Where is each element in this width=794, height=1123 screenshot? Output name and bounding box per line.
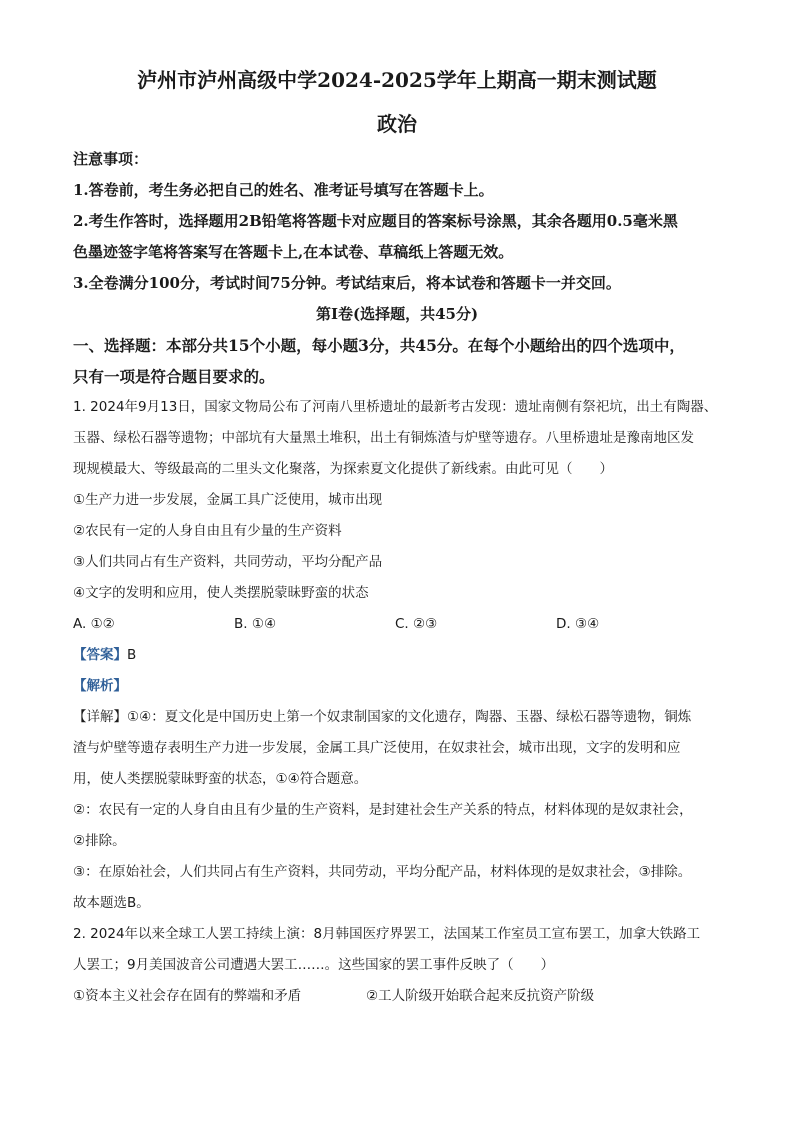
option-b: B. ①④ xyxy=(234,616,277,632)
notice-heading: 注意事项： xyxy=(73,150,149,168)
option-a: A. ①② xyxy=(73,616,115,632)
statement-1: ①资本主义社会存在固有的弊端和矛盾 xyxy=(73,988,302,1004)
statement-1: ①生产力进一步发展，金属工具广泛使用，城市出现 xyxy=(73,492,383,508)
detail-line: ②：农民有一定的人身自由且有少量的生产资料，是封建社会生产关系的特点，材料体现的是奴隶社会， xyxy=(73,802,693,818)
question-stem-line: 玉器、绿松石器等遗物；中部坑有大量黑土堆积，出土有铜炼渣与炉壁等遗存。八里桥遗址是豫南地区发 xyxy=(73,430,694,446)
analysis-label: 解析 xyxy=(86,678,114,694)
detail-label: 详解 xyxy=(86,709,114,725)
section-heading-line-1: 一、选择题：本部分共15个小题，每小题3分，共45分。在每个小题给出的四个选项中， xyxy=(73,336,685,355)
analysis-line: 【解析】 xyxy=(73,678,127,694)
statement-3: ③人们共同占有生产资料，共同劳动，平均分配产品 xyxy=(73,554,383,570)
section-heading-line-2: 只有一项是符合题目要求的。 xyxy=(73,367,275,386)
question-stem-line: 人罢工；9月美国波音公司遭遇大罢工……。这些国家的罢工事件反映了（ ） xyxy=(73,957,555,973)
statement-2: ②农民有一定的人身自由且有少量的生产资料 xyxy=(73,523,342,539)
detail-line: 故本题选B。 xyxy=(73,895,150,911)
option-c: C. ②③ xyxy=(395,616,438,632)
notice-item-2-cont: 色墨迹签字笔将答案写在答题卡上,在本试卷、草稿纸上答题无效。 xyxy=(73,243,514,261)
detail-line: ③：在原始社会，人们共同占有生产资料，共同劳动，平均分配产品，材料体现的是奴隶社会，③排除。 xyxy=(73,864,692,880)
question-stem-line: 1. 2024年9月13日，国家文物局公布了河南八里桥遗址的最新考古发现：遗址南侧有祭祀坑，出土有陶器、 xyxy=(73,399,718,415)
statement-2: ②工人阶级开始联合起来反抗资产阶级 xyxy=(366,988,595,1004)
question-stem-line: 2. 2024年以来全球工人罢工持续上演：8月韩国医疗界罢工，法国某工作室员工宣布罢工，加拿大铁路工 xyxy=(73,926,701,942)
question-1 xyxy=(73,392,721,919)
statement-4: ④文字的发明和应用，使人类摆脱蒙昧野蛮的状态 xyxy=(73,585,369,601)
answer-label: 答案 xyxy=(86,647,114,663)
answer-value: B xyxy=(127,647,137,663)
subject-title: 政治 xyxy=(377,112,417,136)
detail-line: 【详解】①④：夏文化是中国历史上第一个奴隶制国家的文化遗存，陶器、玉器、绿松石器等遗物，铜炼 xyxy=(73,709,692,725)
notice-item-3: 3.全卷满分100分，考试时间75分钟。考试结束后，将本试卷和答题卡一并交回。 xyxy=(73,274,621,292)
notice-item-1: 1.答卷前，考生务必把自己的姓名、准考证号填写在答题卡上。 xyxy=(73,181,494,199)
answer-options xyxy=(73,609,721,640)
option-d: D. ③④ xyxy=(556,616,600,632)
detail-line: ②排除。 xyxy=(73,833,126,849)
answer-line: 【答案】B xyxy=(73,647,137,663)
detail-line: 渣与炉壁等遗存表明生产力进一步发展，金属工具广泛使用，在奴隶社会，城市出现，文字的发明和应 xyxy=(73,740,681,756)
detail-line: 用，使人类摆脱蒙昧野蛮的状态，①④符合题意。 xyxy=(73,771,368,787)
question-2 xyxy=(73,919,721,1012)
exam-title: 泸州市泸州高级中学2024-2025学年上期高一期末测试题 xyxy=(137,68,657,92)
part-1-title: 第Ⅰ卷(选择题，共45分) xyxy=(315,305,479,323)
question-stem-line: 现规模最大、等级最高的二里头文化聚落，为探索夏文化提供了新线索。由此可见（ ） xyxy=(73,461,613,477)
statements-row xyxy=(73,981,721,1012)
notice-item-2: 2.考生作答时，选择题用2B铅笔将答题卡对应题目的答案标号涂黑，其余各题用0.5毫米黑 xyxy=(73,212,678,230)
exam-page xyxy=(73,64,721,1012)
